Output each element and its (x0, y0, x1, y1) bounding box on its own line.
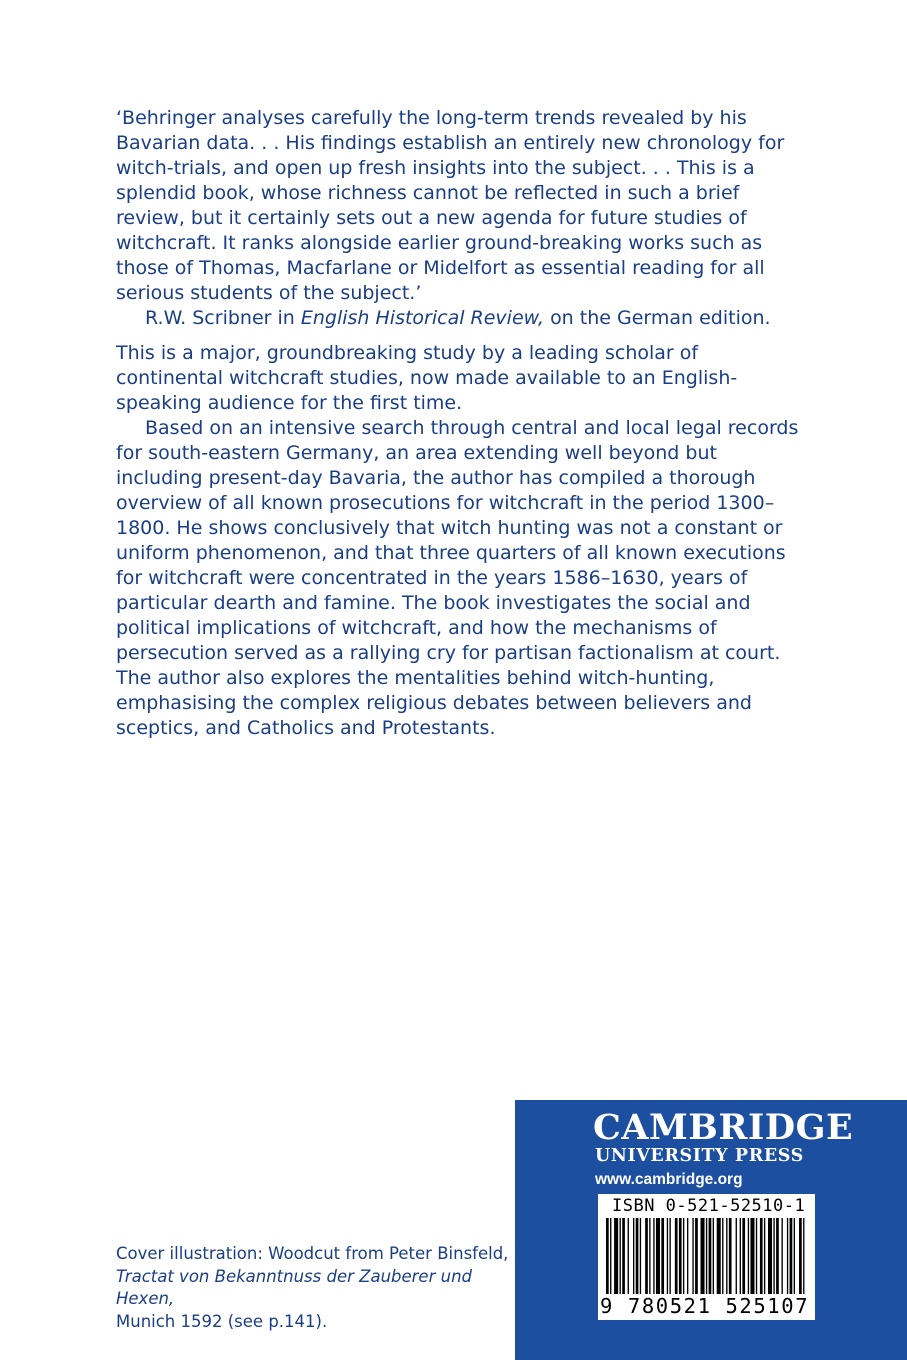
isbn-label: ISBN 0-521-52510-1 (612, 1196, 806, 1216)
barcode-bar (667, 1218, 668, 1294)
barcode-bar (620, 1218, 621, 1294)
barcode-bar (701, 1218, 705, 1294)
review-quote-section (116, 106, 806, 331)
reviewer-name: R.W. Scribner in (145, 307, 295, 329)
barcode-bar (782, 1218, 783, 1294)
edition-note: on the German edition. (550, 307, 771, 329)
barcode-bar (713, 1218, 714, 1294)
publisher-panel (515, 1100, 907, 1360)
barcode-bar (760, 1218, 763, 1294)
barcode-bar (748, 1218, 749, 1294)
publisher-url: www.cambridge.org (595, 1171, 743, 1188)
caption-line-1: Cover illustration: Woodcut from Peter Binsfeld, (116, 1244, 509, 1263)
barcode-bar (687, 1218, 688, 1294)
barcode-bar (756, 1218, 757, 1294)
barcode-bar (645, 1218, 648, 1294)
caption-line-3: Munich 1592 (see p.141). (116, 1311, 328, 1331)
barcode-bar (803, 1218, 804, 1294)
barcode-bar (610, 1218, 611, 1294)
barcode-bar (790, 1218, 793, 1294)
barcode-bar (628, 1218, 629, 1294)
blurb-paragraph-1: This is a major, groundbreaking study by a leading scholar of continental witchcraft studies, now made available to an English-speaking audience for the first time. (116, 342, 738, 414)
caption-title: Tractat von Bekanntnuss der Zauberer und Hexen, (116, 1266, 472, 1308)
barcode-bar (768, 1218, 772, 1294)
barcode-bar (722, 1218, 723, 1294)
barcode-box (598, 1194, 815, 1320)
barcode-bar (633, 1218, 634, 1294)
review-quote: ‘Behringer analyses carefully the long-term trends revealed by his Bavarian data. . . His findings establish an entirely new chronology for witch-trials, and open up fresh insights into the subject. . . This is a splendid book, whose richness cannot be reflected in such a brief review, but it certainly sets out a new agenda for future studies of witchcraft. It ranks alongside earlier ground-breaking works such as those of Thomas, Macfarlane or Midelfort as essential reading for all serious students of the subject.’ (116, 107, 785, 304)
barcode-bar (750, 1218, 754, 1294)
publisher-name: CAMBRIDGE (593, 1107, 854, 1148)
barcode-bar (717, 1218, 721, 1294)
barcode-digits: 9 780521 525107 (600, 1294, 810, 1318)
review-attribution (116, 306, 806, 331)
cover-illustration-caption (116, 1243, 516, 1333)
barcode-bar (653, 1218, 654, 1294)
barcode-bar (794, 1218, 795, 1294)
barcode-bar (776, 1218, 779, 1294)
barcode-bar (726, 1218, 727, 1294)
barcode-bar (799, 1218, 802, 1294)
barcode-bar (709, 1218, 712, 1294)
barcode-bar (692, 1218, 693, 1294)
barcode-bar (683, 1218, 684, 1294)
barcode-bar (622, 1218, 625, 1294)
barcode-bar (640, 1218, 641, 1294)
publisher-subtitle: UNIVERSITY PRESS (595, 1146, 804, 1166)
barcode-bar (787, 1218, 788, 1294)
barcode-bar (740, 1218, 741, 1294)
barcode-bar (649, 1218, 650, 1294)
barcode-bar (606, 1218, 609, 1294)
barcode-bar (669, 1218, 670, 1294)
barcode-bar (729, 1218, 732, 1294)
barcode-bar (675, 1218, 678, 1294)
barcode-bar (679, 1218, 682, 1294)
barcode-bar (656, 1218, 660, 1294)
barcode-bar (636, 1218, 639, 1294)
journal-title: English Historical Review, (300, 307, 545, 329)
barcode-bar (764, 1218, 765, 1294)
barcode-bar (773, 1218, 774, 1294)
barcode-bar (614, 1218, 618, 1294)
barcode-bar (661, 1218, 664, 1294)
barcode-bar (736, 1218, 737, 1294)
barcode-bar (706, 1218, 707, 1294)
blurb-paragraph-2: Based on an intensive search through central and local legal records for south-eastern Germany, an area extending well beyond but including present-day Bavaria, the author has compiled a thorough overview of all known prosecutions for witchcraft in the period 1300–1800. He shows conclusively that witch hunting was not a constant or uniform phenomenon, and that three quarters of all known executions for witchcraft were concentrated in the years 1586–1630, years of particular dearth and famine. The book investigates the social and political implications of witchcraft, and how the mechanisms of persecution served as a rallying cry for partisan factionalism at court. The author also explores the mentalities behind witch-hunting, emphasising the complex religious debates between believers and sceptics, and Catholics and Protestants. (116, 417, 799, 739)
barcode-bar (695, 1218, 698, 1294)
barcode-bar (742, 1218, 745, 1294)
book-description (116, 341, 806, 741)
